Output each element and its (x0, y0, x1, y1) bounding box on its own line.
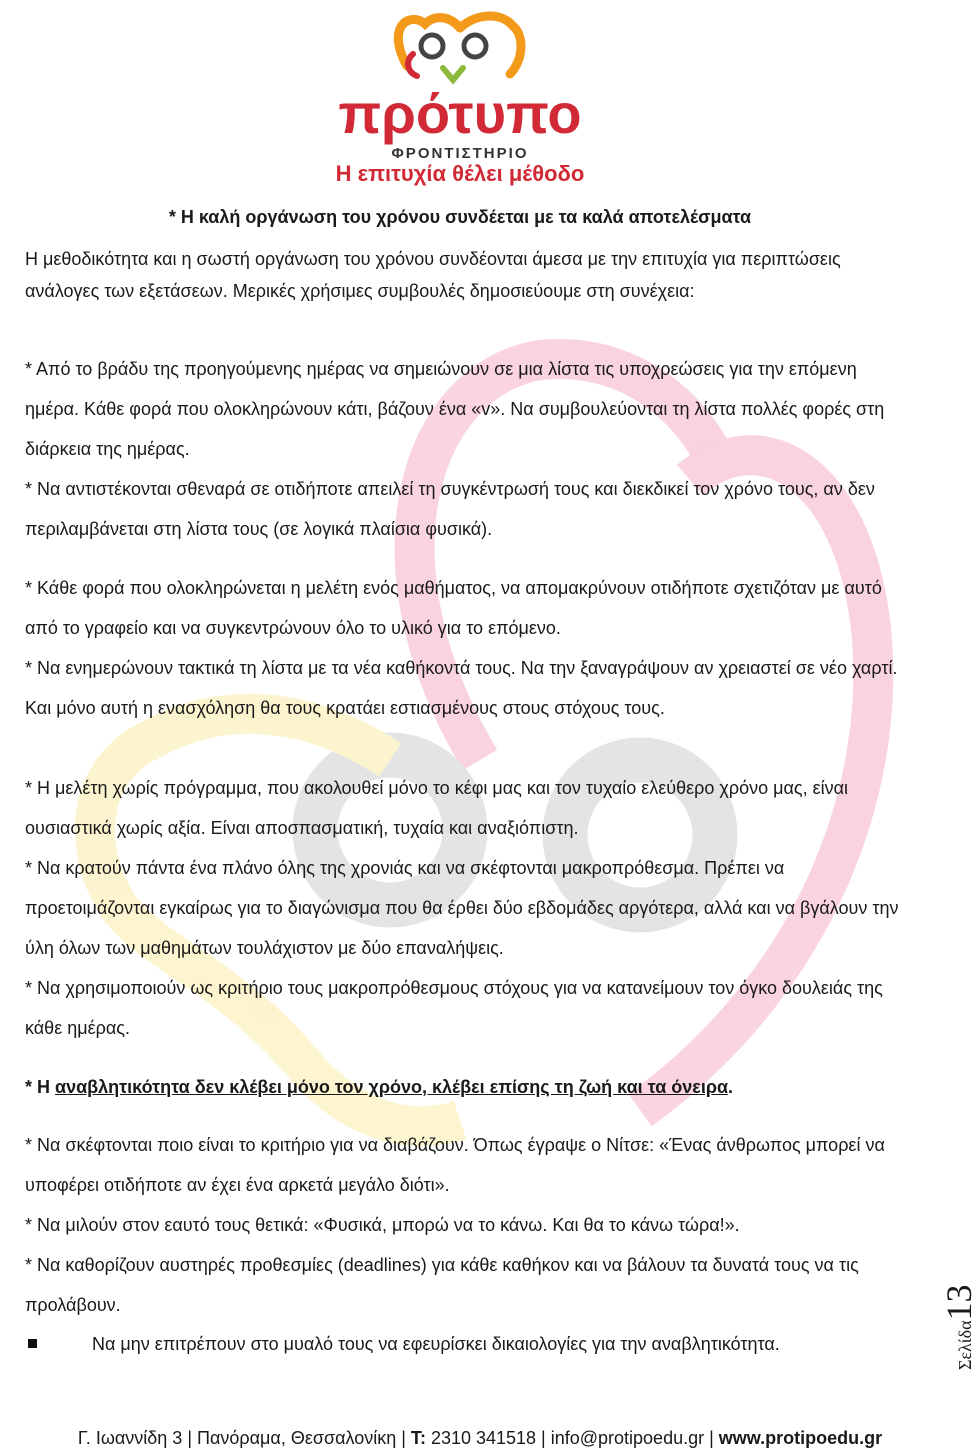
paragraph-tip-update: * Να ενημερώνουν τακτικά τη λίστα με τα νέα καθήκοντά τους. Να την ξαναγράψουν αν χρειαστεί σε νέο χαρτί. Και μόνο αυτή η ενασχόληση θα τους κρατάει εστιασμένους στους στόχους τους. (25, 658, 898, 718)
bullet-square-icon (28, 1339, 37, 1348)
brand-name: πρότυπο (338, 82, 582, 145)
paragraph-intro: Η μεθοδικότητα και η σωστή οργάνωση του χρόνου συνδέονται άμεσα με την επιτυχία για περιπτώσεις ανάλογες των εξετάσεων. Μερικές χρήσιμες συμβουλές δημοσιεύουμε στη συνέχεια: (25, 249, 841, 301)
paragraph-tip-list: * Από το βράδυ της προηγούμενης ημέρας να σημειώνουν σε μια λίστα τις υποχρεώσεις για την επόμενη ημέρα. Κάθε φορά που ολοκληρώνουν κάτι, βάζουν ένα «v». Να συμβουλεύονται τη λίστα πολλές φορές στη διάρκεια της ημέρας. (25, 359, 885, 459)
paragraph-tip-criteria: * Να χρησιμοποιούν ως κριτήριο τους μακροπρόθεσμους στόχους για να κατανείμουν τον όγκο δουλειάς της κάθε ημέρας. (25, 978, 883, 1038)
paragraph-tip-plan: * Να κρατούν πάντα ένα πλάνο όλης της χρονιάς και να σκέφτονται μακροπρόθεσμα. Πρέπει να προετοιμάζονται εγκαίρως για το διαγώνισμα που θα έρθει δύο εβδομάδες αργότερα, αλλά και να βγάλουν την ύλη όλων των μαθημάτων τουλάχιστον με δύο επαναλήψεις. (25, 858, 899, 958)
bullet-excuses: Να μην επιτρέπουν στο μυαλό τους να εφευρίσκει δικαιολογίες για την αναβλητικότητα. (92, 1334, 780, 1354)
procrastination-prefix: * Η (25, 1077, 56, 1097)
paragraph-tip-deadlines: * Να καθορίζουν αυστηρές προθεσμίες (deadlines) για κάθε καθήκον και να βάλουν τα δυνατά τους να τις προλάβουν. (25, 1255, 859, 1315)
paragraph-tip-positive: * Να μιλούν στον εαυτό τους θετικά: «Φυσικά, μπορώ να το κάνω. Και θα το κάνω τώρα!». (25, 1215, 740, 1235)
footer-tel: 2310 341518 | info@protipoedu.gr | (425, 1428, 719, 1448)
procrastination-underlined: αναβλητικότητα δεν κλέβει μόνο τον χρόνο, κλέβει επίσης τη ζωή και τα όνειρα (55, 1077, 729, 1097)
page-number-value: 13 (939, 1284, 979, 1321)
paragraph-tip-desk: * Κάθε φορά που ολοκληρώνεται η μελέτη ενός μαθήματος, να απομακρύνουν οτιδήποτε σχετιζόταν με αυτό από το γραφείο και να συγκεντρώνουν όλο το υλικό για το επόμενο. (25, 578, 882, 638)
footer-address: Γ. Ιωαννίδη 3 | Πανόραμα, Θεσσαλονίκη | (77, 1428, 411, 1448)
paragraph-tip-nietzsche: * Να σκέφτονται ποιο είναι το κριτήριο για να διαβάζουν. Όπως έγραψε ο Νίτσε: «Ένας άνθρωπος μπορεί να υποφέρει οτιδήποτε αν έχει ένα αρκετά μεγάλο διότι». (25, 1135, 885, 1195)
paragraph-procrastination (25, 1067, 900, 1107)
paragraph-tip-resist: * Να αντιστέκονται σθεναρά σε οτιδήποτε απειλεί τη συγκέντρωσή τους και διεκδικεί τον χρόνο τους, αν δεν περιλαμβάνεται στη λίστα τους (σε λογικά πλαίσια φυσικά). (25, 479, 875, 539)
slogan: Η επιτυχία θέλει μέθοδο (335, 161, 585, 186)
footer-website[interactable]: www.protipoedu.gr (718, 1428, 883, 1448)
paragraph-tip-schedule: * Η μελέτη χωρίς πρόγραμμα, που ακολουθεί μόνο το κέφι μας και τον τυχαίο ελεύθερο χρόνο μας, είναι ουσιαστικά χωρίς αξία. Είναι αποσπασματική, τυχαία και αναξιόπιστη. (25, 778, 849, 838)
footer (0, 1428, 960, 1449)
brand-subtitle: ΦΡΟΝΤΙΣΤΗΡΙΟ (391, 145, 529, 162)
footer-tel-label: Τ: (410, 1428, 426, 1448)
procrastination-suffix: . (728, 1077, 734, 1097)
protipo-owl-logo (325, 6, 595, 166)
page-number (938, 1284, 980, 1370)
page-number-label: Σελίδα (955, 1320, 975, 1370)
article-heading: * Η καλή οργάνωση του χρόνου συνδέεται με τα καλά αποτελέσματα (168, 207, 752, 227)
